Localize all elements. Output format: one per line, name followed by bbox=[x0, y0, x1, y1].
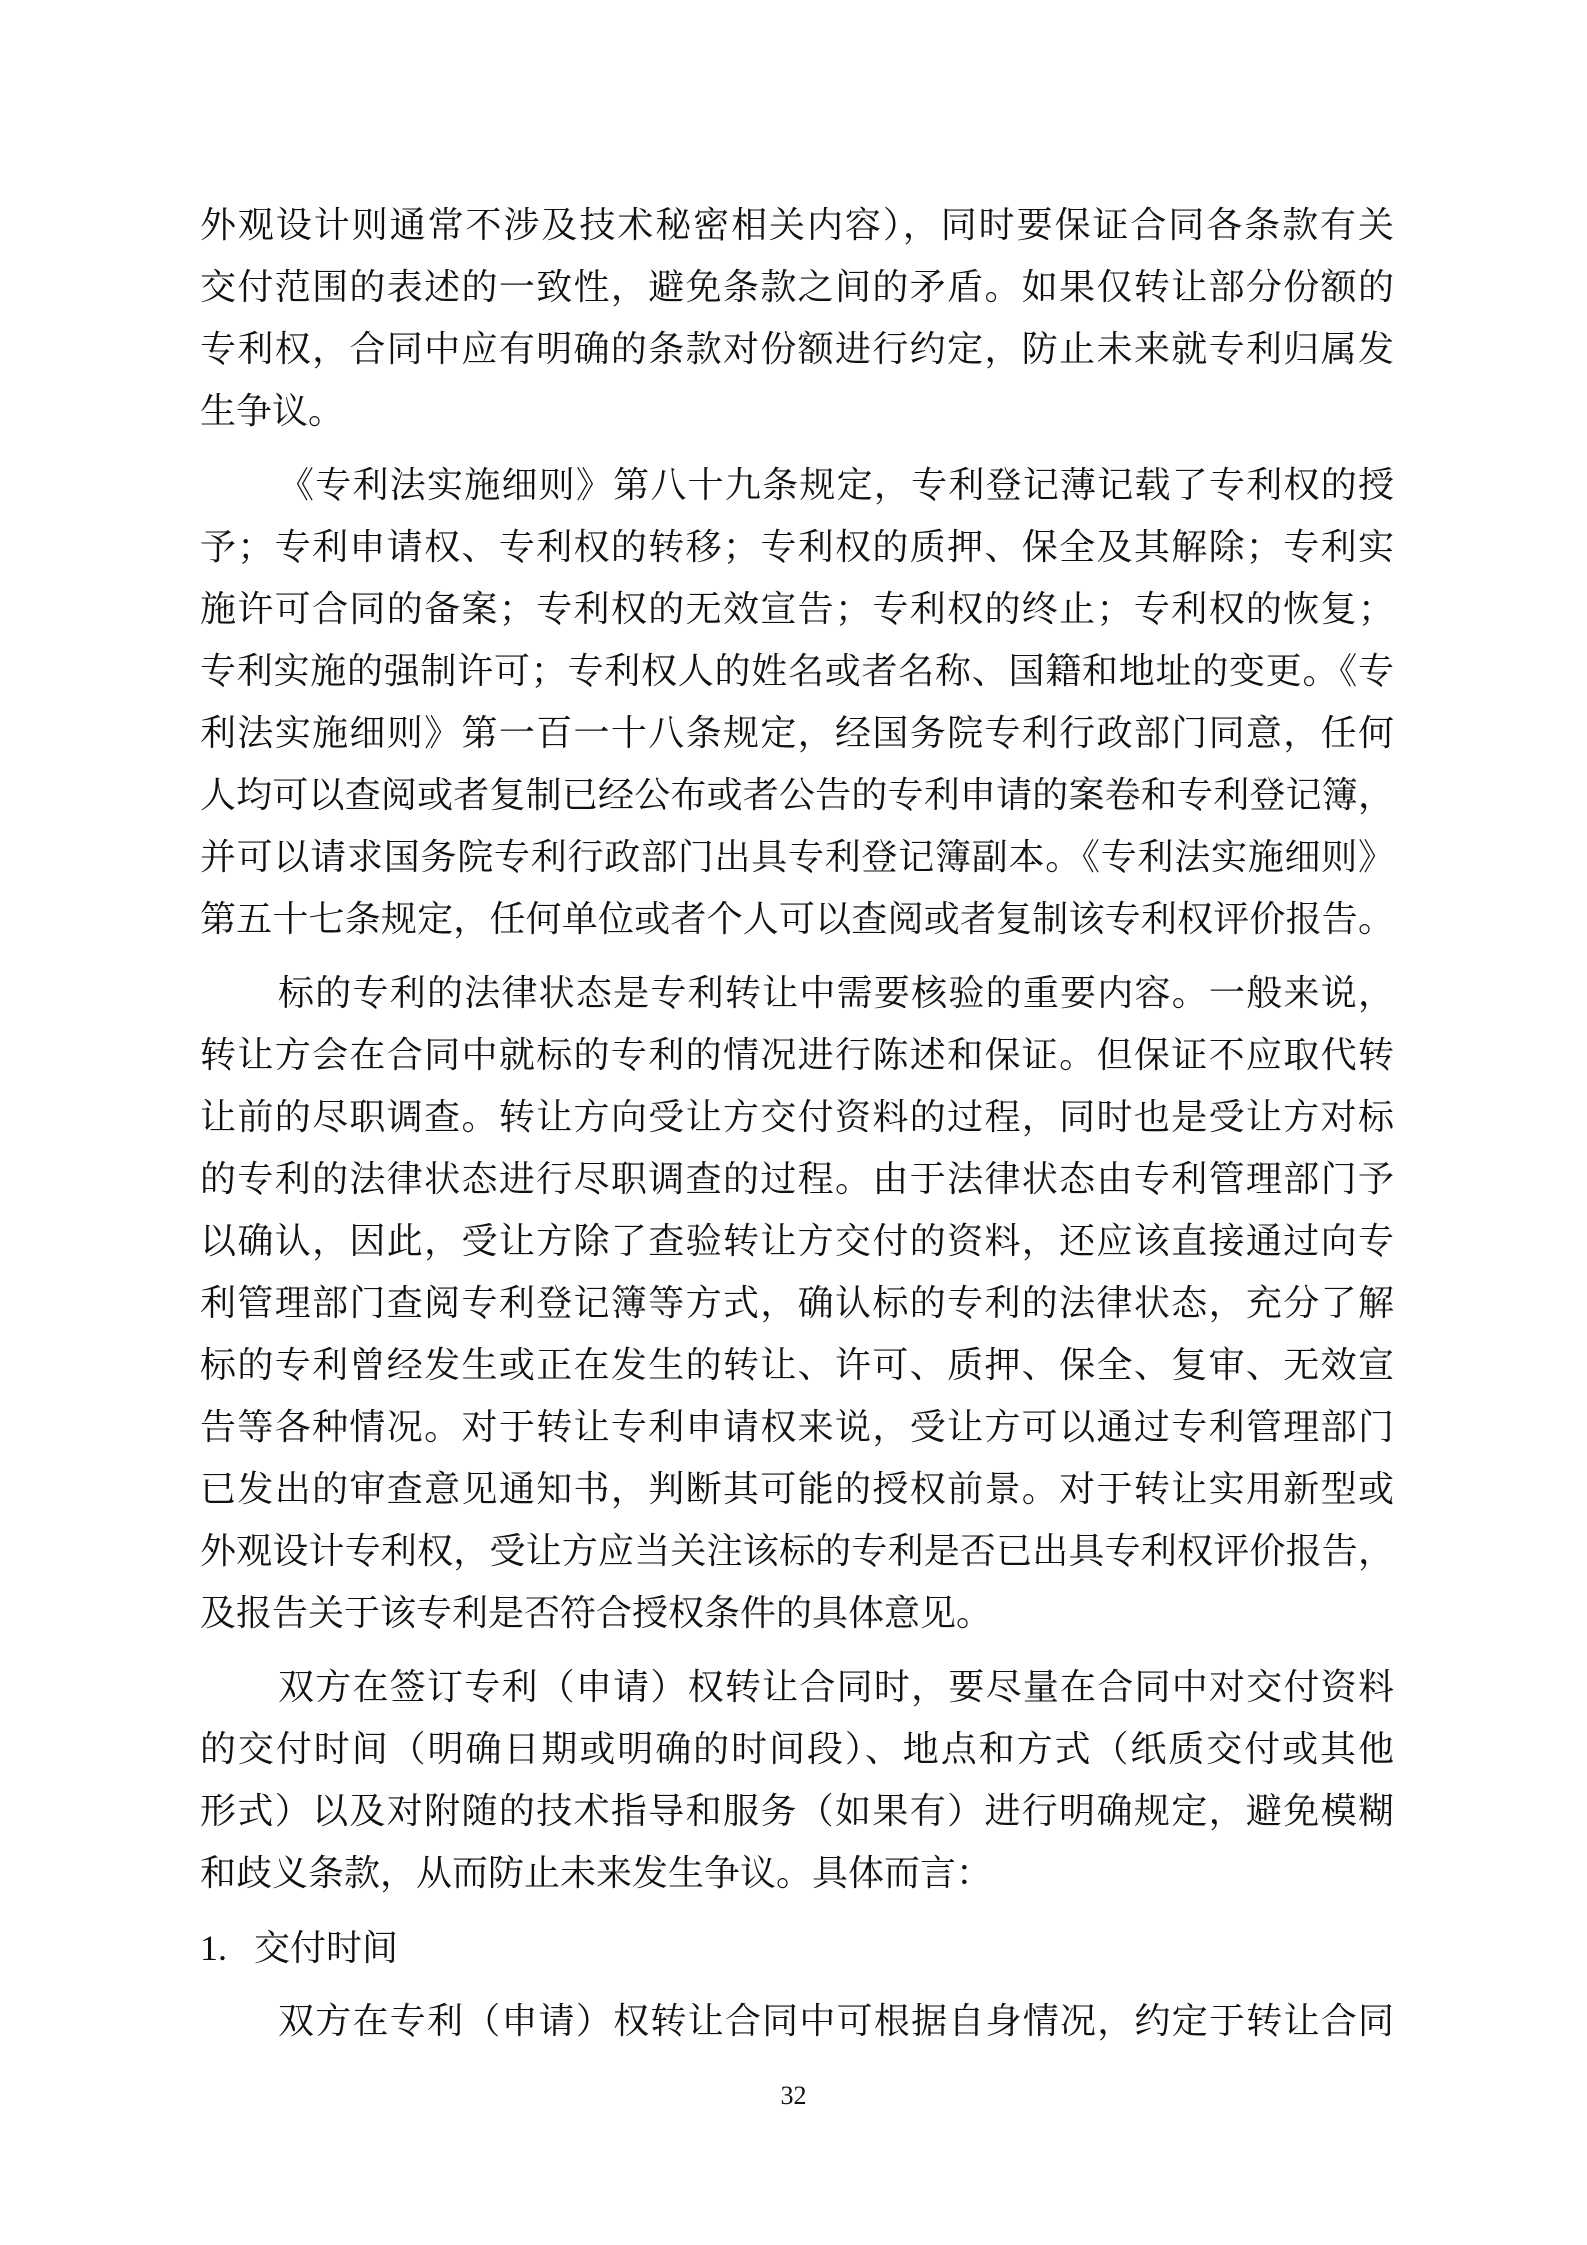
paragraph-line: 及报告关于该专利是否符合授权条件的具体意见。 bbox=[200, 1593, 993, 1634]
paragraph-line: 生争议。 bbox=[200, 391, 345, 432]
paragraph-line: 的交付时间（明确日期或明确的时间段）、地点和方式（纸质交付或其他 bbox=[200, 1729, 1394, 1770]
paragraph-line: 予；专利申请权、专利权的转移；专利权的质押、保全及其解除；专利实 bbox=[200, 527, 1394, 568]
paragraph-line: 利管理部门查阅专利登记簿等方式，确认标的专利的法律状态，充分了解 bbox=[200, 1283, 1394, 1324]
paragraph-line: 以确认，因此，受让方除了查验转让方交付的资料，还应该直接通过向专 bbox=[200, 1221, 1394, 1262]
section-heading bbox=[200, 1917, 1394, 1979]
section-number: 1. bbox=[200, 1928, 227, 1968]
paragraph bbox=[200, 963, 1394, 1645]
paragraph-line: 标的专利的法律状态是专利转让中需要核验的重要内容。一般来说， bbox=[278, 973, 1394, 1014]
paragraph-line: 和歧义条款，从而防止未来发生争议。具体而言： bbox=[200, 1853, 993, 1894]
paragraph-line: 专利权，合同中应有明确的条款对份额进行约定，防止未来就专利归属发 bbox=[200, 329, 1394, 370]
paragraph-line: 转让方会在合同中就标的专利的情况进行陈述和保证。但保证不应取代转 bbox=[200, 1035, 1394, 1076]
section-title: 交付时间 bbox=[254, 1928, 399, 1969]
paragraph bbox=[200, 1991, 1394, 2053]
paragraph-line: 外观设计专利权，受让方应当关注该标的专利是否已出具专利权评价报告， bbox=[200, 1531, 1394, 1572]
paragraph-line: 交付范围的表述的一致性，避免条款之间的矛盾。如果仅转让部分份额的 bbox=[200, 267, 1394, 308]
page-number: 32 bbox=[780, 2081, 807, 2110]
paragraph-line: 《专利法实施细则》第八十九条规定，专利登记薄记载了专利权的授 bbox=[278, 465, 1394, 506]
paragraph-line: 人均可以查阅或者复制已经公布或者公告的专利申请的案卷和专利登记簿， bbox=[200, 775, 1394, 816]
paragraph-line: 专利实施的强制许可；专利权人的姓名或者名称、国籍和地址的变更。《专 bbox=[200, 651, 1394, 692]
paragraph-line: 施许可合同的备案；专利权的无效宣告；专利权的终止；专利权的恢复； bbox=[200, 589, 1394, 630]
paragraph-line: 第五十七条规定，任何单位或者个人可以查阅或者复制该专利权评价报告。 bbox=[200, 899, 1394, 940]
paragraph-line: 利法实施细则》第一百一十八条规定，经国务院专利行政部门同意，任何 bbox=[200, 713, 1394, 754]
paragraph-line: 外观设计则通常不涉及技术秘密相关内容），同时要保证合同各条款有关 bbox=[200, 205, 1394, 246]
paragraph bbox=[200, 455, 1394, 951]
paragraph bbox=[200, 195, 1394, 443]
paragraph-line: 双方在签订专利（申请）权转让合同时，要尽量在合同中对交付资料 bbox=[278, 1667, 1394, 1708]
paragraph-line: 的专利的法律状态进行尽职调查的过程。由于法律状态由专利管理部门予 bbox=[200, 1159, 1394, 1200]
paragraph-line: 双方在专利（申请）权转让合同中可根据自身情况，约定于转让合同 bbox=[278, 2001, 1394, 2042]
paragraph-line: 让前的尽职调查。转让方向受让方交付资料的过程，同时也是受让方对标 bbox=[200, 1097, 1394, 1138]
paragraph-line: 标的专利曾经发生或正在发生的转让、许可、质押、保全、复审、无效宣 bbox=[200, 1345, 1394, 1386]
paragraph-line: 并可以请求国务院专利行政部门出具专利登记簿副本。《专利法实施细则》 bbox=[200, 837, 1394, 878]
paragraph-line: 形式）以及对附随的技术指导和服务（如果有）进行明确规定，避免模糊 bbox=[200, 1791, 1394, 1832]
paragraph bbox=[200, 1657, 1394, 1905]
page-body bbox=[200, 195, 1394, 2065]
paragraph-line: 已发出的审查意见通知书，判断其可能的授权前景。对于转让实用新型或 bbox=[200, 1469, 1394, 1510]
paragraph-line: 告等各种情况。对于转让专利申请权来说，受让方可以通过专利管理部门 bbox=[200, 1407, 1394, 1448]
